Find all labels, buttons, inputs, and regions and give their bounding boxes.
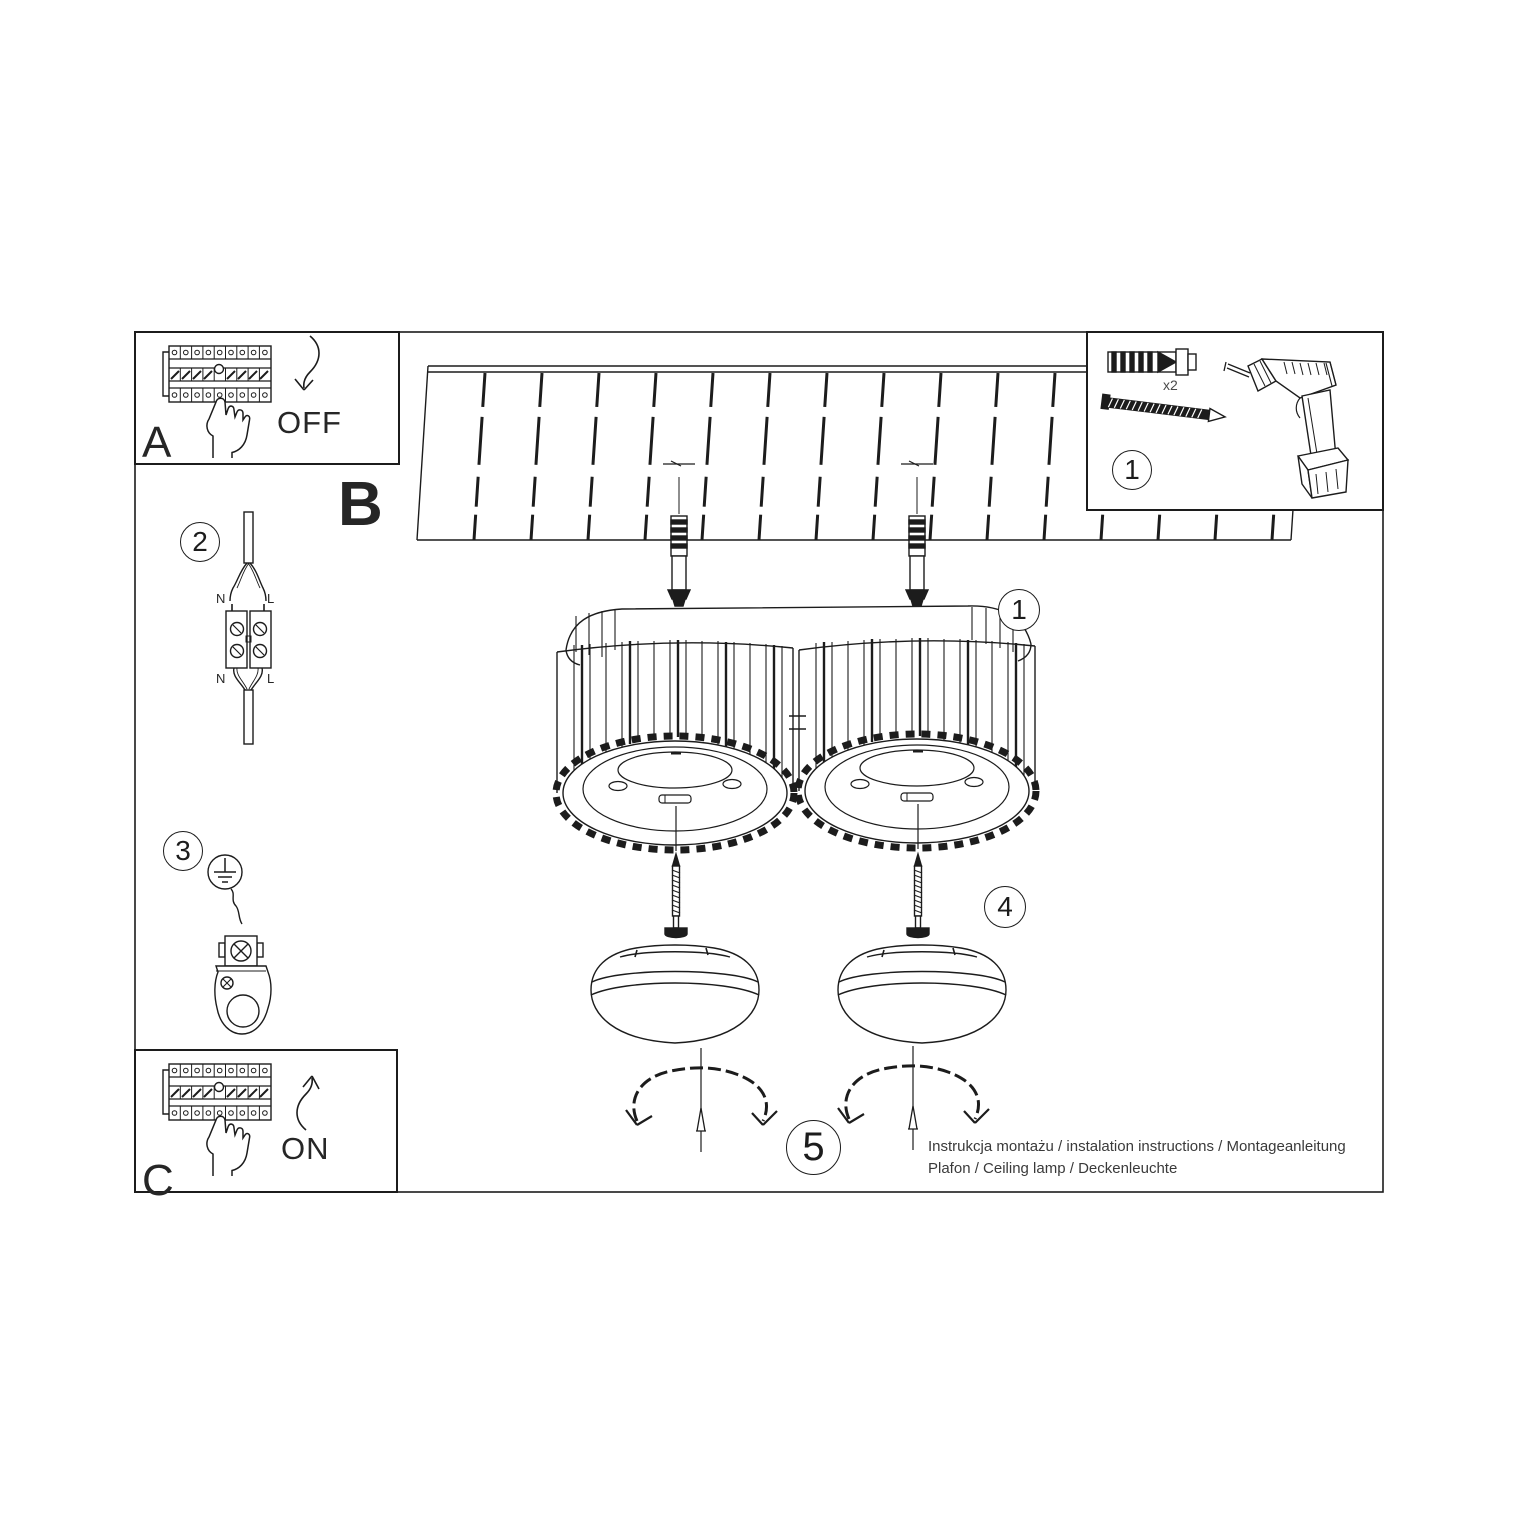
wire-connector-icon — [226, 512, 271, 744]
lamp-shade-right-icon — [798, 638, 1036, 849]
footer-title-line1: Instrukcja montażu / instalation instructions / Montageanleitung — [928, 1138, 1346, 1155]
screw-right-icon — [907, 854, 929, 938]
rotate-arrow-right-icon — [838, 1046, 989, 1150]
step-badge-wiring: 2 — [180, 522, 220, 562]
wall-plug-right-icon — [906, 516, 928, 599]
lamp-shade-left-icon — [556, 640, 794, 851]
wire-label-n-bottom: N — [216, 671, 226, 686]
earth-symbol-icon — [208, 855, 242, 889]
step-badge-mounting: 1 — [998, 589, 1040, 631]
wire-label-n-top: N — [216, 591, 226, 606]
wall-plug-left-icon — [668, 516, 690, 599]
dowel-quantity-label: x2 — [1163, 377, 1178, 393]
footer-title-line2: Plafon / Ceiling lamp / Deckenleuchte — [928, 1160, 1178, 1177]
earth-terminal-icon — [215, 889, 271, 1034]
step-badge-tools: 1 — [1112, 450, 1152, 490]
wire-label-l-bottom: L — [267, 671, 275, 686]
on-label: ON — [281, 1131, 330, 1166]
dowel-icon — [1108, 349, 1196, 375]
panel-letter-a: A — [142, 418, 172, 467]
screw-left-icon — [665, 854, 687, 938]
power-on-box — [135, 1050, 397, 1192]
cover-right-icon — [838, 945, 1006, 1043]
wire-label-l-top: L — [267, 591, 275, 606]
step-badge-earth: 3 — [163, 831, 203, 871]
panel-letter-c: C — [142, 1156, 174, 1205]
rotate-arrow-left-icon — [626, 1048, 777, 1152]
step-badge-fixing: 4 — [984, 886, 1026, 928]
power-off-box — [135, 332, 399, 467]
step-badge-rotate: 5 — [786, 1120, 841, 1175]
off-label: OFF — [277, 405, 342, 440]
cover-left-icon — [591, 945, 759, 1043]
section-letter-b: B — [338, 470, 383, 539]
